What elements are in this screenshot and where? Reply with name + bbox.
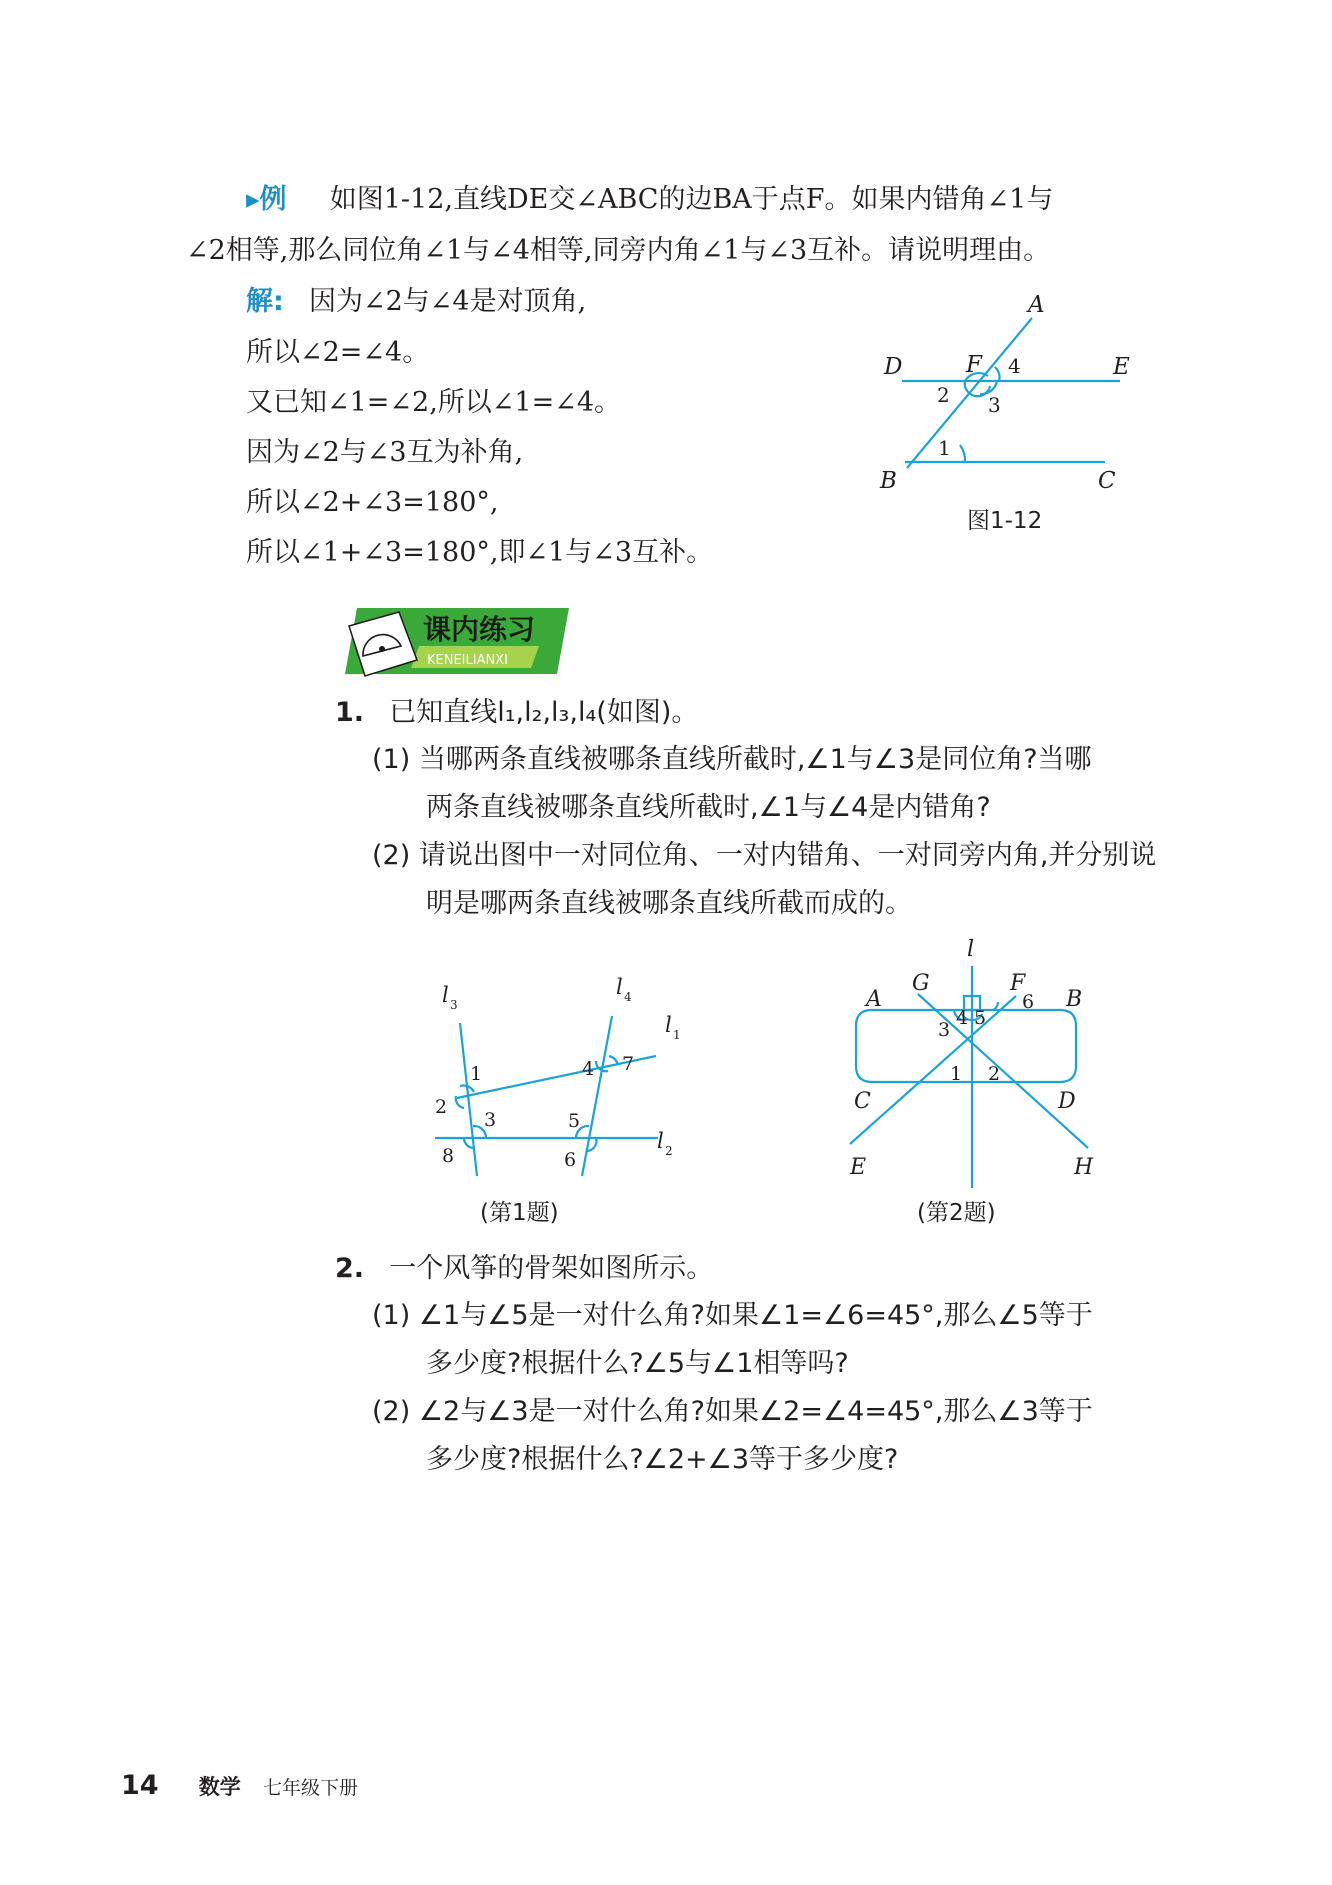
label-l2: l [657, 1129, 664, 1153]
q1-sub1-line-2: 两条直线被哪条直线所截时,∠1与∠4是内错角? [426, 792, 991, 823]
line-GH [918, 994, 1088, 1148]
label-A: A [1028, 292, 1045, 318]
label-angle-2: 2 [988, 1063, 1001, 1085]
page-footer [121, 1770, 358, 1801]
footer-subject: 数学 [198, 1775, 241, 1799]
q2-sub2-line-1 [372, 1394, 1093, 1430]
figure-1-12-caption: 图1-12 [967, 508, 1043, 534]
q2-sub1-text-1: ∠1与∠5是一对什么角?如果∠1=∠6=45°,那么∠5等于 [418, 1300, 1093, 1331]
label-F: F [1010, 971, 1026, 996]
solution-line-3: 又已知∠1=∠2,所以∠1=∠4。 [246, 387, 622, 418]
label-D: D [884, 354, 903, 380]
q2-sub2-line-2: 多少度?根据什么?∠2+∠3等于多少度? [426, 1444, 899, 1475]
label-angle-4: 4 [1008, 354, 1021, 378]
protractor-icon-center [379, 646, 385, 652]
label-angle-3: 3 [988, 393, 1001, 417]
solution-label: 解: [246, 286, 284, 317]
label-l4: l [616, 976, 623, 999]
label-angle-3: 3 [938, 1019, 951, 1041]
q1-sub2-text-1: 请说出图中一对同位角、一对内错角、一对同旁内角,并分别说 [418, 840, 1157, 871]
label-G: G [912, 971, 930, 996]
q2-sub2-label: (2) [372, 1396, 411, 1427]
label-l1-sub: 1 [673, 1028, 681, 1042]
label-angle-1: 1 [470, 1063, 483, 1085]
q1-sub1-text-1: 当哪两条直线被哪条直线所截时,∠1与∠3是同位角?当哪 [418, 744, 1092, 775]
q2-sub1-label: (1) [372, 1300, 411, 1331]
label-C: C [854, 1089, 871, 1114]
label-angle-4: 4 [956, 1007, 969, 1029]
q1-number: 1. [335, 697, 365, 728]
label-angle-2: 2 [937, 383, 950, 407]
q2-sub1-line-1 [372, 1298, 1093, 1334]
q1-sub1-line-1 [372, 742, 1092, 778]
label-B: B [1066, 987, 1083, 1012]
q2-sub1-line-2: 多少度?根据什么?∠5与∠1相等吗? [426, 1348, 849, 1379]
q1-sub2-line-1 [372, 838, 1156, 874]
label-B: B [880, 468, 897, 494]
label-H: H [1074, 1155, 1094, 1180]
label-D: D [1058, 1089, 1076, 1114]
arc-angle-4 [995, 367, 1000, 381]
label-A: A [866, 987, 882, 1012]
label-angle-3: 3 [484, 1109, 497, 1131]
line-l3 [460, 1023, 477, 1176]
footer-grade: 七年级下册 [262, 1777, 358, 1799]
page-number: 14 [121, 1770, 159, 1801]
label-E: E [1113, 354, 1130, 380]
figure-q2 [830, 936, 1130, 1196]
arc-angle-1 [960, 445, 965, 462]
q1-sub1-label: (1) [372, 744, 411, 775]
solution-text-1: 因为∠2与∠4是对顶角, [309, 286, 587, 317]
label-l3-sub: 3 [450, 998, 458, 1012]
q1-sub2-label: (2) [372, 840, 411, 871]
label-E: E [850, 1155, 867, 1180]
label-angle-4: 4 [582, 1058, 595, 1080]
solution-line-4: 因为∠2与∠3互为补角, [246, 437, 524, 468]
solution-line-5: 所以∠2+∠3=180°, [246, 487, 499, 518]
q2-number: 2. [335, 1253, 365, 1284]
label-angle-5: 5 [568, 1110, 581, 1132]
arc-angle-7 [609, 1056, 618, 1065]
label-angle-6: 6 [564, 1149, 577, 1171]
solution-line-2: 所以∠2=∠4。 [246, 337, 430, 368]
example-line-1 [246, 182, 1053, 218]
label-angle-7: 7 [622, 1053, 635, 1075]
example-marker: ▸例 [246, 184, 287, 215]
label-angle-1: 1 [950, 1063, 963, 1085]
q1-stem: 已知直线l₁,l₂,l₃,l₄(如图)。 [389, 697, 699, 728]
label-F: F [966, 352, 982, 378]
label-l: l [967, 937, 975, 962]
figure-q1 [420, 976, 700, 1196]
practice-banner [343, 606, 573, 682]
practice-title: 课内练习 [423, 613, 536, 646]
label-angle-8: 8 [442, 1145, 455, 1167]
label-l2-sub: 2 [665, 1144, 673, 1158]
label-l1: l [665, 1013, 672, 1037]
fig-q1-caption: (第1题) [480, 1200, 559, 1226]
example-text-1: 如图1-12,直线DE交∠ABC的边BA于点F。如果内错角∠1与 [329, 184, 1054, 215]
q2-sub2-text-1: ∠2与∠3是一对什么角?如果∠2=∠4=45°,那么∠3等于 [418, 1396, 1093, 1427]
q2-stem-line [335, 1251, 713, 1287]
q1-stem-line [335, 695, 698, 731]
label-angle-2: 2 [435, 1096, 448, 1118]
label-l3: l [442, 983, 449, 1007]
q2-stem: 一个风筝的骨架如图所示。 [389, 1253, 714, 1284]
label-C: C [1098, 468, 1116, 494]
label-angle-6: 6 [1022, 991, 1035, 1013]
q1-sub2-line-2: 明是哪两条直线被哪条直线所截而成的。 [426, 888, 912, 919]
label-angle-1: 1 [938, 436, 951, 460]
solution-line-1 [246, 284, 586, 320]
example-text-2: ∠2相等,那么同位角∠1与∠4相等,同旁内角∠1与∠3互补。请说明理由。 [186, 235, 1051, 266]
label-angle-5: 5 [974, 1007, 987, 1029]
practice-subtitle: KENEILIANXI [427, 653, 508, 668]
figure-1-12 [870, 290, 1160, 510]
label-l4-sub: 4 [624, 990, 632, 1004]
arc-angle-6 [993, 1002, 998, 1010]
solution-line-6: 所以∠1+∠3=180°,即∠1与∠3互补。 [246, 537, 714, 568]
example-line-2 [186, 233, 1050, 269]
fig-q2-caption: (第2题) [917, 1200, 996, 1226]
